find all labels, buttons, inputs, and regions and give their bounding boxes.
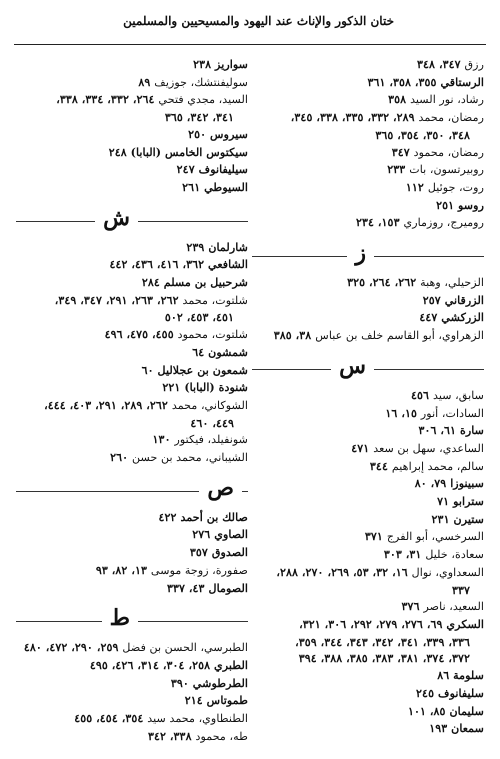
- entry-pages: ٣٤٤: [369, 458, 392, 473]
- entry-name: الطنطاوي، محمد سيد: [147, 712, 248, 726]
- entry-name: شرحبيل بن مسلم: [163, 275, 248, 290]
- entry-name: شارلمان: [208, 239, 248, 254]
- entry-name: السادات، أنور: [420, 406, 484, 420]
- entry-pages: ٤٥٦: [411, 387, 433, 402]
- entry-pages: ٨٥، ١٠١: [407, 703, 450, 718]
- entry-pages: ٣٩٠: [170, 675, 193, 690]
- entry-name: الزحيلي، وهبة: [420, 276, 484, 290]
- entry-name: روسو: [458, 197, 484, 212]
- index-entry: [16, 239, 248, 257]
- index-entry: [16, 379, 248, 397]
- entry-pages: ٤٢٢: [158, 509, 181, 524]
- entry-pages: ١٦، ٣٢، ٥٣، ٢٦٩، ٢٧٠، ٢٨٨،: [276, 564, 412, 579]
- entry-name: السيوطي: [204, 179, 248, 194]
- entry-name: الزركشي: [441, 310, 484, 325]
- entry-pages: ٦٤: [192, 344, 209, 359]
- entry-pages: ٢٣٨: [193, 57, 216, 71]
- entry-pages: ٢٦٠: [110, 450, 133, 465]
- index-entry: [16, 126, 248, 144]
- index-entry: [16, 56, 248, 74]
- entry-name: روت، جوئيل: [427, 180, 484, 194]
- entry-pages: ٤٧١: [351, 440, 374, 455]
- index-entry: [252, 511, 484, 529]
- index-entry: [16, 657, 248, 675]
- index-entry: [252, 214, 484, 232]
- entry-pages: ٢٣١: [431, 511, 454, 526]
- letter-heading: [16, 473, 248, 505]
- index-entry: [252, 440, 484, 458]
- index-entry: [252, 144, 484, 162]
- entry-name: سليفانوف: [437, 685, 484, 700]
- entry-pages: ٧١: [437, 494, 454, 509]
- letter-heading: [16, 603, 248, 635]
- entry-name: سليمان: [449, 703, 484, 718]
- entry-name: سوليفنتشك، جوزيف: [154, 75, 248, 89]
- letter-heading: [252, 238, 484, 270]
- letter-glyph: ز: [347, 238, 374, 268]
- index-entry: [252, 56, 484, 74]
- entry-pages: ١٥، ١٦: [385, 405, 421, 420]
- letter-glyph: س: [331, 351, 374, 381]
- index-entry: [16, 580, 248, 598]
- entry-name: شمعون بن عجلاليل: [157, 362, 248, 377]
- entry-name: روميرج، روزماري: [403, 216, 484, 230]
- entry-pages-continued: ٣٣٦، ٣٣٩، ٣٤١، ٣٤٢، ٣٤٣، ٣٤٤، ٣٥٩،: [295, 634, 470, 649]
- index-entry: [252, 667, 484, 685]
- entry-name: السرخسي، أبو الفرج: [386, 530, 484, 544]
- entry-name: الشافعي: [208, 257, 248, 272]
- entry-name: رزق: [464, 58, 484, 71]
- letter-heading: [252, 351, 484, 383]
- entry-pages: ٢٤٨: [108, 144, 131, 159]
- entry-name: الشيباني، محمد بن حسن: [132, 451, 248, 465]
- entry-name: شلتوت، محمود: [177, 328, 248, 342]
- index-entry: [16, 179, 248, 197]
- entry-pages-continued: ٣٤٨، ٣٥٠، ٣٥٤، ٣٦٥: [375, 127, 470, 142]
- letter-glyph: ص: [199, 473, 242, 503]
- entry-pages: ٢٥٧: [422, 292, 445, 307]
- entry-pages: ٢٤٧: [176, 162, 199, 177]
- index-entry: [252, 564, 484, 598]
- entry-pages: ٢٧٦: [192, 527, 215, 542]
- index-entry: [252, 327, 484, 345]
- entry-name: الصومال: [208, 580, 248, 595]
- entry-pages: ٣٨، ٣٨٥: [273, 328, 316, 343]
- entry-name: الطبرسي، الحسن بن فضل: [122, 641, 248, 655]
- entry-name: صفورة، زوجة موسى: [150, 563, 248, 577]
- entry-pages: ٢٥٠: [188, 126, 211, 141]
- index-entry: [16, 292, 248, 326]
- entry-pages: ٤٤٧: [419, 310, 442, 325]
- entry-pages-continued: ٣٧٢، ٣٧٤، ٣٨١، ٣٨٣، ٣٨٥، ٣٨٨، ٣٩٤: [298, 651, 470, 666]
- index-entry: [252, 74, 484, 92]
- entry-name: رشاد، نور السيد: [410, 93, 484, 107]
- entry-name: طموتاس: [206, 693, 248, 708]
- entry-name: الشوكاني، محمد: [171, 398, 248, 412]
- entry-name: الطبري: [214, 657, 248, 672]
- entry-pages: ٣٥٧: [189, 545, 212, 560]
- index-entry: [16, 509, 248, 527]
- entry-name: ستيرن: [453, 511, 484, 526]
- entry-pages: ٤٣، ٣٣٧: [166, 580, 209, 595]
- index-entry: [252, 422, 484, 440]
- entry-name: سلومة: [453, 668, 484, 683]
- entry-pages: ١٣٠: [152, 432, 175, 447]
- entry-name: الزرقاني: [444, 292, 484, 307]
- entry-pages: ٢٣٩: [186, 239, 209, 254]
- index-entry: [252, 493, 484, 511]
- index-entry: [252, 475, 484, 493]
- entry-name: صالك بن أحمد: [180, 509, 248, 524]
- index-entry: [16, 639, 248, 657]
- entry-pages: ٢٨٩، ٣٣٢، ٣٣٥، ٣٣٨، ٣٤٥،: [290, 110, 419, 125]
- index-entry: [16, 397, 248, 431]
- entry-name: سابق، سيد: [432, 388, 484, 402]
- entry-name: السكري: [446, 616, 484, 631]
- index-entry: [252, 274, 484, 292]
- entry-name: شنودة (البابا): [184, 380, 248, 395]
- entry-name: الرستاقي: [440, 74, 484, 89]
- entry-name: سترابو: [453, 494, 484, 509]
- entry-name: طه، محمود: [195, 729, 248, 743]
- index-entry: [252, 685, 484, 703]
- entry-name: شمشون: [208, 344, 248, 359]
- entry-pages: ٢٢١: [162, 380, 185, 395]
- index-entry: [252, 387, 484, 405]
- entry-name: الصاوي: [214, 527, 248, 542]
- index-entry: [252, 179, 484, 197]
- entry-pages-continued: ٤٤٩، ٤٦٠: [190, 415, 234, 430]
- letter-glyph: ش: [95, 203, 138, 233]
- entry-name: سيليفانوف: [198, 162, 248, 177]
- entry-pages-continued: ٣٤١، ٣٤٢، ٣٦٥: [164, 110, 234, 125]
- index-entry: [16, 274, 248, 292]
- entry-pages: ٢٤٥: [416, 685, 438, 700]
- index-entry: [16, 562, 248, 580]
- entry-pages: ٢٥٩، ٢٩٠، ٤٧٢، ٤٨٠: [23, 640, 123, 655]
- index-entry: [16, 326, 248, 344]
- header-rule: [14, 44, 486, 45]
- entry-name: الزهراوي، أبو القاسم خلف بن عباس: [315, 329, 484, 343]
- index-entry: [252, 458, 484, 476]
- entry-pages: ٦٠: [141, 362, 158, 377]
- entry-pages: ٣٦٢، ٤١٦، ٤٣٦، ٤٤٢: [109, 257, 209, 272]
- entry-name: سبينوزا: [450, 476, 484, 491]
- entry-pages: ٢١٤: [184, 693, 207, 708]
- index-entry: [16, 431, 248, 449]
- index-entry: [252, 598, 484, 616]
- entry-name: الساعدي، سهل بن سعد: [373, 441, 484, 455]
- letter-heading: [16, 203, 248, 235]
- entry-name: شلتوت، محمد: [182, 293, 248, 307]
- entry-name: شونفيلد، فيكتور: [174, 433, 248, 447]
- index-column-left: [16, 56, 248, 746]
- entry-pages: ٣٧١: [364, 529, 387, 544]
- index-entry: [252, 109, 484, 143]
- entry-pages: ٤٥٥، ٤٧٥، ٤٩٦: [104, 327, 178, 342]
- entry-pages: ٧٩، ٨٠: [414, 476, 451, 491]
- running-title: ختان الذكور والإناث عند اليهود والمسيحيين والمسلمين: [123, 14, 394, 28]
- entry-pages: ٣٥٥، ٣٥٨، ٣٦١: [367, 74, 441, 89]
- entry-pages: ٨٩: [138, 74, 155, 89]
- entry-pages: ٢٦٢، ٢٨٩، ٢٩١، ٤٠٣، ٤٤٤،: [44, 397, 172, 412]
- entry-name: سارة: [459, 423, 484, 438]
- entry-name: سواريز: [215, 57, 248, 71]
- entry-name: السيد، مجدي فتحي: [158, 93, 248, 107]
- entry-pages: ٣١، ٣٠٣: [383, 547, 426, 562]
- index-column-right: [252, 56, 484, 738]
- index-entry: [252, 703, 484, 721]
- index-entry: [252, 161, 484, 179]
- index-entry: [252, 197, 484, 215]
- entry-name: رمضان، محمود: [413, 145, 484, 159]
- entry-name: سالم، محمد إبراهيم: [391, 459, 484, 473]
- entry-pages: ١٣، ٨٢، ٩٣: [95, 562, 151, 577]
- entry-pages: ٣٥٨: [388, 92, 411, 107]
- entry-name: الصدوق: [211, 545, 248, 560]
- entry-name: الطرطوشي: [192, 675, 248, 690]
- index-entry: [16, 526, 248, 544]
- index-entry: [252, 91, 484, 109]
- index-entry: [252, 546, 484, 564]
- index-entry: [252, 405, 484, 423]
- entry-pages: ٣٤٧، ٣٤٨: [417, 57, 465, 71]
- entry-pages: ٢٨٤: [141, 275, 164, 290]
- entry-pages: ٢٦١: [182, 179, 205, 194]
- entry-name: روبيرتسون، بات: [409, 163, 484, 177]
- entry-pages: ٢٦٢، ٢٦٣، ٢٩١، ٣٤٧، ٣٤٩،: [54, 292, 183, 307]
- entry-pages: ٨٦: [437, 668, 454, 683]
- index-entry: [16, 256, 248, 274]
- entry-pages: ٢٦٤، ٣٣٢، ٣٣٤، ٣٣٨،: [56, 92, 159, 107]
- page-header: [14, 14, 486, 48]
- entry-name: سمعان: [451, 721, 484, 736]
- entry-pages-continued: ٤٥١، ٤٥٣، ٥٠٢: [164, 310, 234, 325]
- entry-pages: ٢٦٢، ٢٦٤، ٣٢٥: [347, 275, 421, 290]
- entry-pages: ١٩٣: [429, 721, 452, 736]
- entry-pages: ١٥٣، ٢٣٤: [356, 215, 404, 230]
- entry-pages: ٢٣٣: [387, 162, 410, 177]
- index-entry: [16, 728, 248, 746]
- entry-name: سعادة، خليل: [425, 548, 484, 562]
- entry-name: سيروس: [210, 126, 248, 141]
- entry-pages: ٣٥٤، ٤٥٤، ٤٥٥: [74, 711, 148, 726]
- entry-pages: ٣٤٧: [391, 144, 414, 159]
- index-entry: [16, 692, 248, 710]
- index-entry: [252, 616, 484, 667]
- index-entry: [16, 91, 248, 125]
- entry-pages: ١١٢: [405, 179, 428, 194]
- letter-glyph: ط: [102, 603, 138, 633]
- index-entry: [16, 362, 248, 380]
- entry-pages: ٦١، ٣٠٦: [418, 423, 460, 438]
- index-entry: [16, 144, 248, 162]
- entry-pages: ٣٧٦: [401, 599, 424, 614]
- index-entry: [16, 544, 248, 562]
- index-entry: [252, 292, 484, 310]
- entry-pages: ٦٩، ٢٧٦، ٢٧٩، ٢٩٢، ٣٠٦، ٣٢١،: [299, 616, 447, 631]
- index-entry: [16, 74, 248, 92]
- index-entry: [252, 528, 484, 546]
- index-entry: [252, 720, 484, 738]
- entry-pages: ٢٥٨، ٣٠٤، ٣١٤، ٤٢٦، ٤٩٥: [89, 657, 214, 672]
- index-entry: [16, 344, 248, 362]
- entry-name: رمضان، محمد: [418, 111, 484, 125]
- entry-name: السعيد، ناصر: [423, 600, 484, 614]
- entry-pages: ٢٥١: [436, 197, 459, 212]
- entry-name: السعداوي، نوال: [411, 565, 484, 579]
- index-entry: [252, 309, 484, 327]
- entry-name: سيكتوس الخامس (البابا): [130, 144, 248, 159]
- index-entry: [16, 710, 248, 728]
- index-entry: [16, 449, 248, 467]
- entry-pages: ٣٣٨، ٣٤٢: [148, 728, 196, 743]
- index-entry: [16, 675, 248, 693]
- index-entry: [16, 161, 248, 179]
- entry-pages-continued: ٣٣٧: [451, 582, 470, 597]
